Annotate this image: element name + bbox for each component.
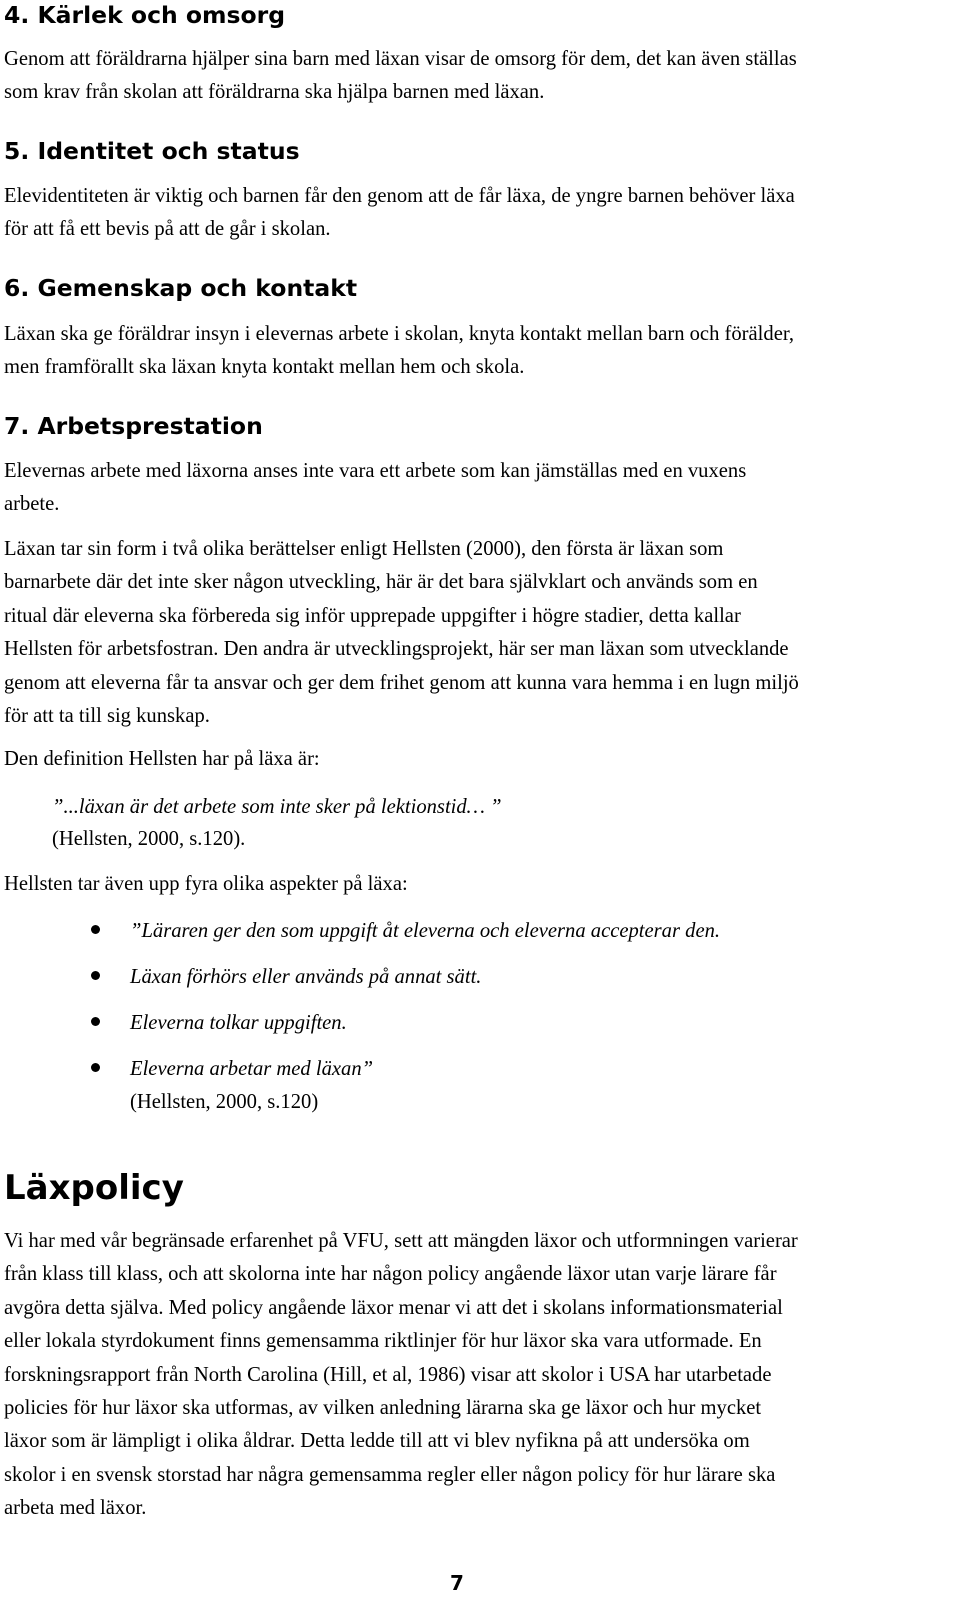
text-line: för att ta till sig kunskap. (4, 705, 210, 728)
section-heading-5: 5. Identitet och status (4, 137, 300, 165)
text-line: Elevernas arbete med läxorna anses inte vara ett arbete som kan jämställas med en vuxens (4, 460, 747, 482)
text-line: skolor i en svensk storstad har några gemensamma regler eller någon policy för hur lärare ska (4, 1463, 776, 1486)
bullet-icon (91, 925, 100, 934)
section-body-4 (4, 43, 959, 110)
text-line: för att få ett bevis på att de går i skolan. (4, 218, 331, 241)
text-line: ritual där eleverna ska förbereda sig inför upprepade uppgifter i högre stadier, detta kallar (4, 604, 741, 627)
text-line: men framförallt ska läxan knyta kontakt mellan hem och skola. (4, 356, 525, 379)
bullet-icon (91, 971, 100, 980)
section-body-7 (4, 455, 959, 522)
text-line: arbeta med läxor. (4, 1497, 147, 1520)
text-line: Hellsten tar även upp fyra olika aspekter på läxa: (4, 873, 408, 895)
list-item-text: Läxan förhörs eller används på annat sätt. (130, 966, 482, 988)
aspects-intro (4, 868, 959, 901)
section-heading-6: 6. Gemenskap och kontakt (4, 274, 358, 302)
text-line: policies för hur läxor ska utformas, av vilken anledning lärarna ska ge läxor och hur mycket (4, 1397, 762, 1420)
text-line: läxor som är lämpligt i olika åldrar. Detta ledde till att vi blev nyfikna på att undersöka om (4, 1430, 750, 1453)
text-line: Vi har med vår begränsade erfarenhet på VFU, sett att mängden läxor och utformningen varierar (4, 1230, 798, 1252)
section-heading-7: 7. Arbetsprestation (4, 412, 263, 440)
policy-heading: Läxpolicy (4, 1168, 184, 1208)
text-line: som krav från skolan att föräldrarna ska hjälpa barnen med läxan. (4, 81, 545, 104)
page-number: 7 (450, 1571, 464, 1595)
text-line: barnarbete där det inte sker någon utveckling, här är det bara självklart och används som en (4, 571, 758, 594)
list-item-text: Eleverna tolkar uppgiften. (130, 1012, 347, 1034)
definition-quote: ”...läxan är det arbete som inte sker på lektionstid… ” (52, 796, 502, 818)
text-line: Den definition Hellsten har på läxa är: (4, 748, 320, 770)
definition-intro (4, 743, 959, 776)
text-line: avgöra detta själva. Med policy angående läxor menar vi att det i skolans informationsmaterial (4, 1296, 783, 1319)
text-line: forskningsrapport från North Carolina (Hill, et al, 1986) visar att skolor i USA har utarbetade (4, 1363, 772, 1386)
section-body-6 (4, 318, 959, 385)
text-line: arbete. (4, 493, 60, 516)
text-line: Elevidentiteten är viktig och barnen får den genom att de får läxa, de yngre barnen behöver läxa (4, 185, 795, 207)
text-line: Hellsten för arbetsfostran. Den andra är utvecklingsprojekt, här ser man läxan som utvecklande (4, 638, 789, 661)
hellsten-paragraph (4, 533, 959, 733)
definition-citation: (Hellsten, 2000, s.120). (52, 828, 246, 850)
text-line: eller lokala styrdokument finns gemensamma riktlinjer för hur läxor ska vara utformade. En (4, 1330, 762, 1353)
text-line: Genom att föräldrarna hjälper sina barn med läxan visar de omsorg för dem, det kan även ställas (4, 48, 797, 70)
text-line: genom att eleverna får ta ansvar och ger dem frihet genom att kunna vara hemma i en lugn miljö (4, 671, 799, 694)
aspects-citation: (Hellsten, 2000, s.120) (130, 1091, 319, 1113)
text-line: Läxan tar sin form i två olika berättelser enligt Hellsten (2000), den första är läxan som (4, 538, 724, 560)
bullet-icon (91, 1063, 100, 1072)
text-line: Läxan ska ge föräldrar insyn i elevernas arbete i skolan, knyta kontakt mellan barn och förälder, (4, 323, 795, 345)
section-body-5 (4, 180, 959, 247)
policy-paragraph (4, 1225, 959, 1526)
bullet-icon (91, 1017, 100, 1026)
list-item-text: Eleverna arbetar med läxan” (130, 1058, 374, 1080)
list-item-text: ”Läraren ger den som uppgift åt eleverna och eleverna accepterar den. (130, 920, 721, 942)
section-heading-4: 4. Kärlek och omsorg (4, 1, 286, 29)
text-line: från klass till klass, och att skolorna inte har någon policy angående läxor utan varje lärare får (4, 1263, 777, 1286)
